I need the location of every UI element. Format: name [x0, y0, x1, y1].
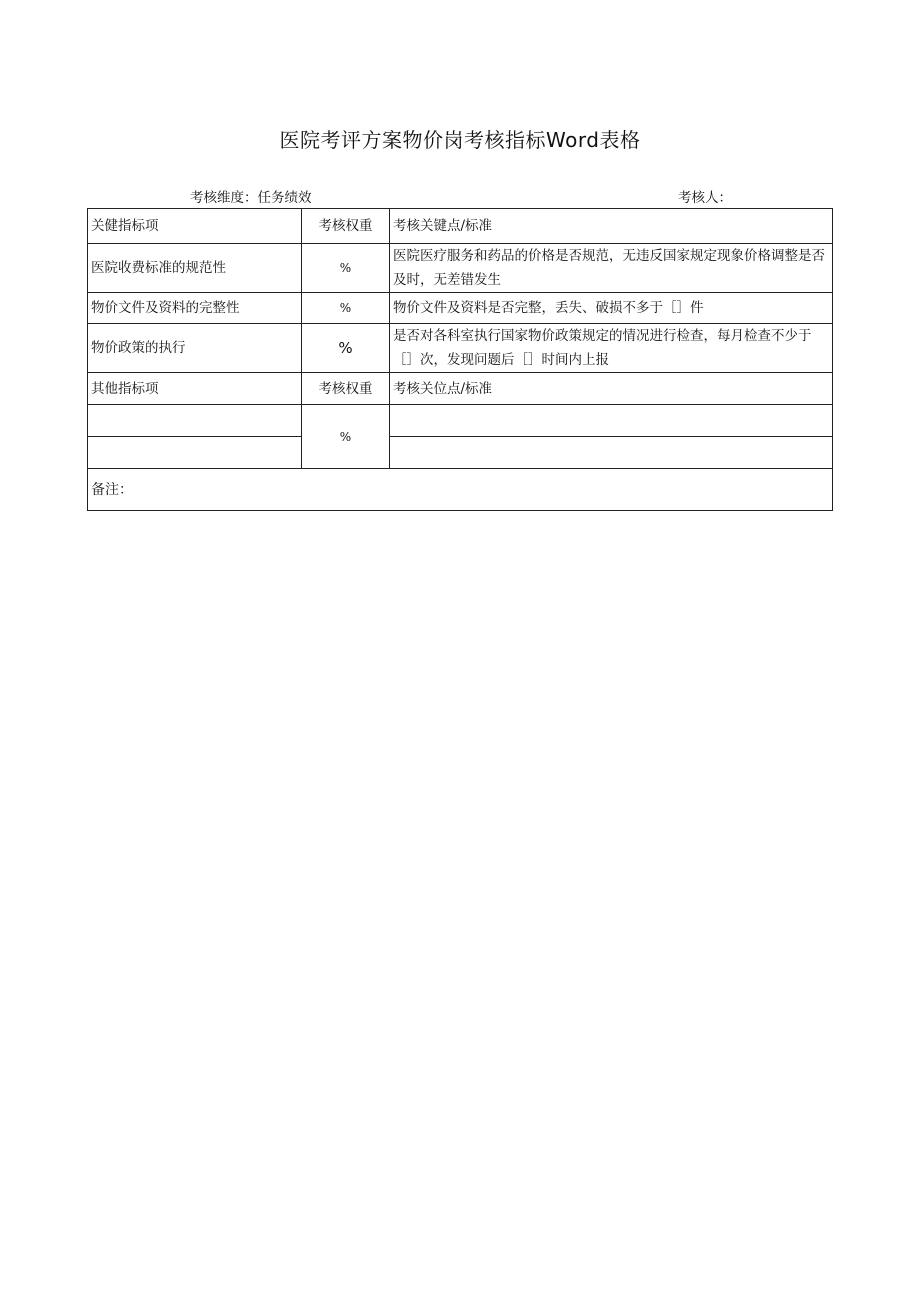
header-criteria: 考核关键点/标准 — [390, 209, 833, 244]
weight-cell: % — [302, 244, 390, 293]
criteria-cell: 物价文件及资料是否完整，丢失、破损不多于［］件 — [390, 293, 833, 324]
indicator-cell: 医院收费标准的规范性 — [88, 244, 302, 293]
blank-indicator-cell[interactable] — [88, 437, 302, 469]
blank-row — [88, 437, 833, 469]
weight-cell: % — [302, 293, 390, 324]
kpi-table — [87, 208, 833, 511]
indicator-cell: 物价政策的执行 — [88, 324, 302, 373]
table-row — [88, 324, 833, 373]
header-other-criteria: 考核关位点/标准 — [390, 373, 833, 405]
blank-criteria-cell[interactable] — [390, 437, 833, 469]
blank-indicator-cell[interactable] — [88, 405, 302, 437]
other-weight-cell: % — [302, 405, 390, 469]
weight-cell: % — [302, 324, 390, 373]
blank-row — [88, 405, 833, 437]
other-header-row — [88, 373, 833, 405]
header-other-indicator: 其他指标项 — [88, 373, 302, 405]
indicator-cell: 物价文件及资料的完整性 — [88, 293, 302, 324]
table-header-row — [88, 209, 833, 244]
criteria-cell: 医院医疗服务和药品的价格是否规范，无违反国家规定现象价格调整是否及时，无差错发生 — [390, 244, 833, 293]
blank-criteria-cell[interactable] — [390, 405, 833, 437]
notes-cell: 备注： — [88, 469, 833, 511]
page-title: 医院考评方案物价岗考核指标Word表格 — [279, 128, 641, 152]
assessor-label: 考核人： — [678, 190, 732, 206]
header-weight: 考核权重 — [302, 209, 390, 244]
assessment-dimension: 考核维度：任务绩效 — [190, 190, 312, 206]
header-other-weight: 考核权重 — [302, 373, 390, 405]
header-key-indicator: 关健指标项 — [88, 209, 302, 244]
table-row — [88, 244, 833, 293]
table-row — [88, 293, 833, 324]
notes-row — [88, 469, 833, 511]
criteria-cell: 是否对各科室执行国家物价政策规定的情况进行检查，每月检查不少于［］次，发现问题后［］时间内上报 — [390, 324, 833, 373]
